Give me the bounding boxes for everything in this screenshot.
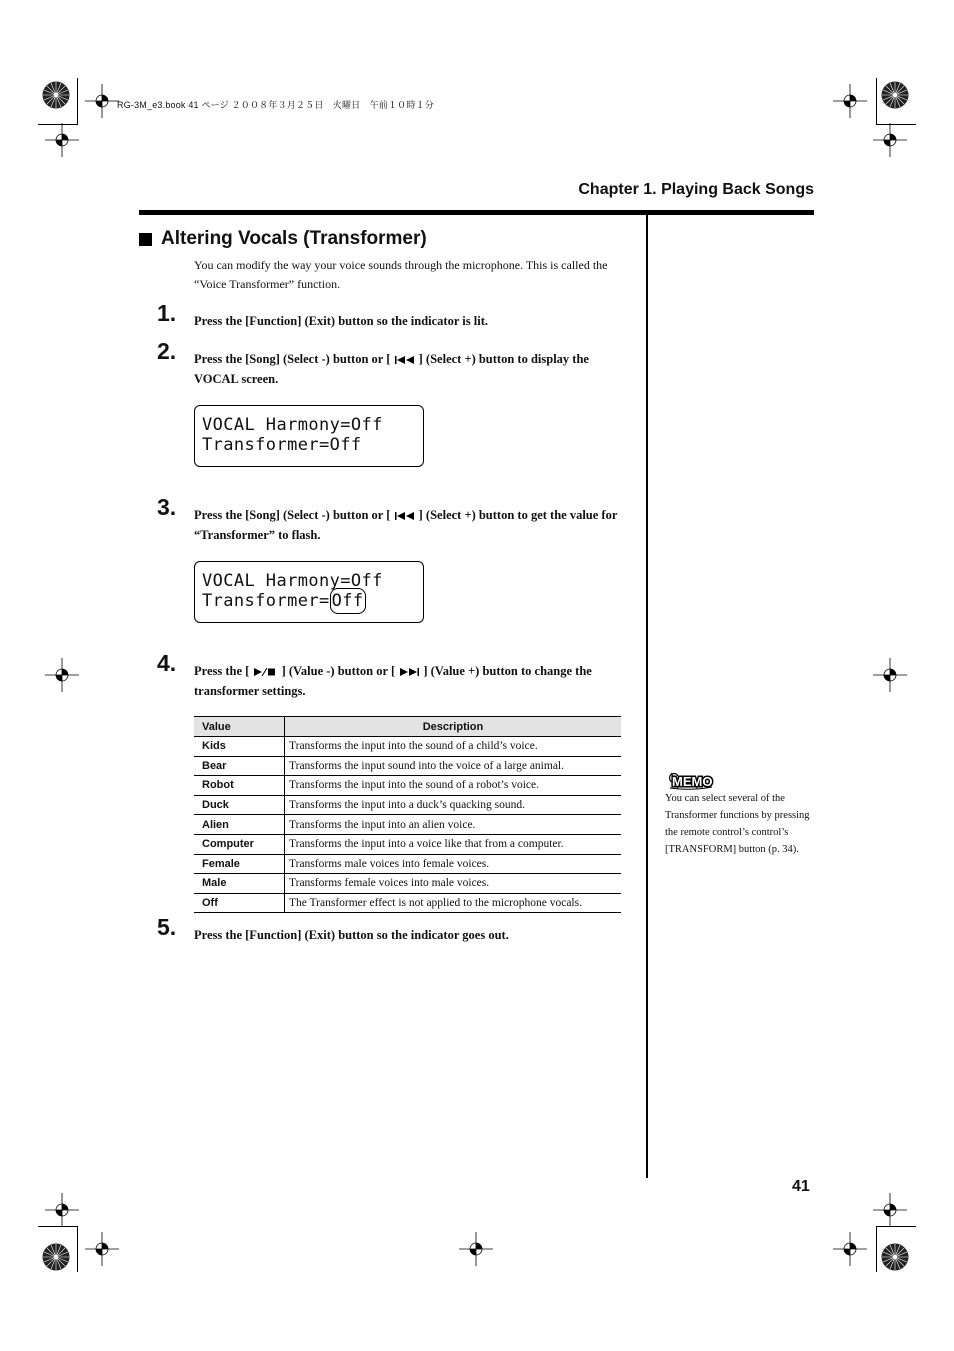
registration-mark-icon	[873, 658, 907, 692]
play-stop-icon	[252, 667, 278, 677]
memo-text: You can select several of the Transformer functions by pressing the remote control’s control’s [TRANSFORM] button (p. 34).	[665, 793, 810, 855]
step-text	[194, 349, 634, 389]
table-cell-value: Robot	[194, 776, 285, 796]
table-cell-description: Transforms male voices into female voices.	[285, 854, 622, 874]
step-text-part: ] (Select +) button to get the value for “Transformer” to flash.	[194, 508, 618, 542]
table-cell-description: Transforms the input into a voice like that from a computer.	[285, 834, 622, 854]
top-rule	[139, 210, 814, 215]
registration-mark-icon	[41, 1242, 71, 1272]
table-cell-value: Duck	[194, 795, 285, 815]
table-row	[194, 776, 621, 796]
table-row	[194, 737, 621, 757]
section-title-text: Altering Vocals (Transformer)	[161, 228, 427, 249]
section-title	[139, 228, 427, 250]
registration-mark-icon	[85, 1232, 119, 1266]
step-text-part: Press the [Song] (Select -) button or [	[194, 508, 391, 522]
table-cell-description: Transforms the input into a duck’s quacking sound.	[285, 795, 622, 815]
trim-mark	[38, 1226, 78, 1227]
table-header-description: Description	[285, 717, 622, 737]
table-cell-description: Transforms the input into the sound of a robot’s voice.	[285, 776, 622, 796]
table-cell-value: Bear	[194, 756, 285, 776]
file-info: RG-3M_e3.book 41 ページ ２００８年３月２５日 火曜日 午前１０時１分	[117, 100, 434, 110]
table-header-row	[194, 717, 621, 737]
trim-mark	[876, 1226, 916, 1227]
step-text	[194, 661, 634, 701]
table-row	[194, 854, 621, 874]
registration-mark-icon	[45, 123, 79, 157]
table-cell-description: Transforms the input into the sound of a child’s voice.	[285, 737, 622, 757]
table-row	[194, 874, 621, 894]
lcd-line-2	[202, 591, 423, 611]
lcd-display	[194, 405, 424, 467]
skip-back-icon	[394, 511, 416, 521]
lcd-line-2-prefix: Transformer=	[202, 591, 330, 611]
table-row	[194, 893, 621, 913]
lcd-line-2: Transformer=Off	[202, 435, 362, 455]
registration-mark-icon	[833, 1232, 867, 1266]
step-text-part: ] (Select +) button to display the VOCAL screen.	[194, 352, 589, 386]
step-text-part: ] (Value +) button to change the transformer settings.	[194, 664, 592, 698]
step-number: 3.	[157, 494, 177, 520]
registration-mark-icon	[873, 123, 907, 157]
registration-mark-icon	[880, 1242, 910, 1272]
table-cell-value: Kids	[194, 737, 285, 757]
lcd-line-1: VOCAL Harmony=Off	[202, 415, 383, 435]
intro-text: You can modify the way your voice sounds through the microphone. This is called the “Voice Transformer” function.	[194, 258, 608, 291]
registration-mark-icon	[873, 1193, 907, 1227]
registration-mark-icon	[45, 1193, 79, 1227]
table-row	[194, 815, 621, 835]
step-number: 1.	[157, 300, 177, 326]
table-row	[194, 834, 621, 854]
trim-mark	[876, 124, 916, 125]
step-text-part: Press the [Function] (Exit) button so the indicator goes out.	[194, 928, 509, 942]
step-number: 4.	[157, 650, 177, 676]
table-cell-value: Computer	[194, 834, 285, 854]
registration-mark-icon	[41, 80, 71, 110]
table-cell-value: Off	[194, 893, 285, 913]
trim-mark	[77, 1226, 78, 1272]
step-text-part: ] (Value -) button or [	[281, 664, 396, 678]
trim-mark	[38, 124, 78, 125]
table-cell-description: Transforms the input sound into the voice of a large animal.	[285, 756, 622, 776]
trim-mark	[876, 78, 877, 124]
registration-mark-icon	[85, 84, 119, 118]
skip-back-icon	[394, 355, 416, 365]
step-text	[194, 925, 634, 945]
trim-mark	[876, 1226, 877, 1272]
step-text	[194, 311, 634, 331]
table-cell-description: Transforms the input into an alien voice.	[285, 815, 622, 835]
page-number: 41	[792, 1178, 810, 1195]
lcd-display	[194, 561, 424, 623]
trim-mark	[77, 78, 78, 124]
table-cell-description: The Transformer effect is not applied to the microphone vocals.	[285, 893, 622, 913]
table-row	[194, 795, 621, 815]
step-text-part: Press the [Song] (Select -) button or [	[194, 352, 391, 366]
registration-mark-icon	[459, 1232, 493, 1266]
flashing-value: Off	[330, 588, 366, 614]
skip-forward-icon	[398, 667, 420, 677]
step-text-part: Press the [Function] (Exit) button so the indicator is lit.	[194, 314, 488, 328]
step-text	[194, 505, 634, 545]
registration-mark-icon	[833, 84, 867, 118]
table-cell-value: Alien	[194, 815, 285, 835]
registration-mark-icon	[880, 80, 910, 110]
table-cell-value: Female	[194, 854, 285, 874]
section-bullet-icon	[139, 233, 152, 246]
step-text-part: Press the [	[194, 664, 250, 678]
table-cell-value: Male	[194, 874, 285, 894]
table-row	[194, 756, 621, 776]
lcd-line-1: VOCAL Harmony=Off	[202, 571, 383, 591]
registration-mark-icon	[45, 658, 79, 692]
memo-label: MEMO	[672, 774, 713, 789]
table-header-value: Value	[194, 717, 285, 737]
column-rule	[646, 215, 648, 1178]
transformer-table	[194, 716, 621, 913]
step-number: 2.	[157, 338, 177, 364]
chapter-title: Chapter 1. Playing Back Songs	[578, 181, 814, 198]
table-cell-description: Transforms female voices into male voices.	[285, 874, 622, 894]
step-number: 5.	[157, 914, 177, 940]
memo-icon	[668, 771, 714, 791]
